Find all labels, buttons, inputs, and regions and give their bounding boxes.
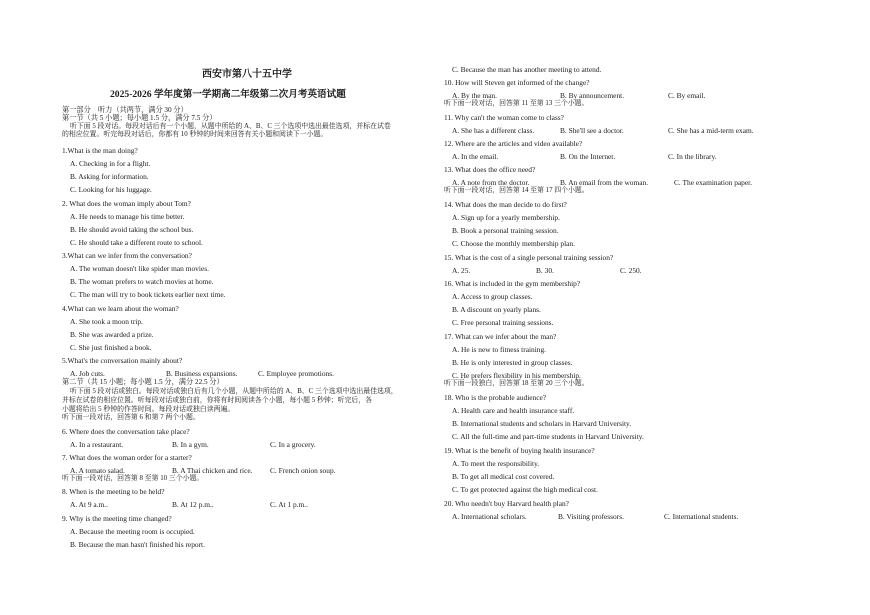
option-b: B. Asking for information. bbox=[70, 172, 149, 181]
option-a: A. He is new to fitness training. bbox=[452, 345, 547, 354]
option-c: C. Looking for his luggage. bbox=[70, 185, 152, 194]
option-c: C. In the library. bbox=[668, 152, 717, 161]
section2-instruction-3: 小题将给出 5 秒钟的作答时间。每段对话或独白读两遍。 bbox=[62, 406, 235, 413]
dialogue-cue: 听下面一段对话，回答第 8 至第 10 三个小题。 bbox=[62, 475, 204, 482]
section2-instruction-1: 听下面 5 段对话或独白。每段对话或独白后有几个小题，从题中所给的 A、B、C 三个选项中选出最佳选项， bbox=[70, 388, 398, 395]
question-stem: 10. How will Steven get informed of the change? bbox=[444, 78, 590, 87]
option-a: A. Sign up for a yearly membership. bbox=[452, 213, 560, 222]
section1-instruction-1: 听下面 5 段对话。每段对话后有一个小题，从题中所给的 A、B、C 三个选项中选出最佳选项，并标在试卷 bbox=[70, 123, 391, 130]
option-b: B. Business expansions. bbox=[166, 369, 238, 378]
option-c: C. The man will try to book tickets earlier next time. bbox=[70, 290, 226, 299]
question-stem: 11. Why can't the woman come to class? bbox=[444, 113, 564, 122]
question-stem: 4.What can we learn about the woman? bbox=[62, 304, 179, 313]
option-b: B. He should avoid taking the school bus. bbox=[70, 225, 194, 234]
option-a: A. Health care and health insurance staff. bbox=[452, 406, 575, 415]
question-stem: 13. What does the office need? bbox=[444, 165, 536, 174]
option-c: C. International students. bbox=[664, 512, 739, 521]
option-c: C. She just finished a book. bbox=[70, 343, 152, 352]
option-b: B. At 12 p.m.. bbox=[172, 500, 214, 509]
question-stem: 9. Why is the meeting time changed? bbox=[62, 514, 172, 523]
section2-heading: 第二节（共 15 小题；每小题 1.5 分，满分 22.5 分） bbox=[62, 378, 224, 386]
option-b: B. He is only interested in group classes. bbox=[452, 358, 573, 367]
option-b: B. 30. bbox=[536, 266, 554, 275]
option-c: C. French onion soup. bbox=[270, 466, 336, 475]
question-stem: 1.What is the man doing? bbox=[62, 146, 138, 155]
part1-heading: 第一部分 听力（共两节，满分 30 分） bbox=[62, 106, 188, 114]
question-stem: 8. When is the meeting to be held? bbox=[62, 487, 165, 496]
option-b: B. Because the man hasn't finished his report. bbox=[70, 540, 205, 549]
option-b: B. In a gym. bbox=[172, 440, 209, 449]
option-a: A. Checking in for a flight. bbox=[70, 159, 151, 168]
dialogue-cue: 听下面一段对话，回答第 6 和第 7 两个小题。 bbox=[62, 414, 200, 421]
option-a: A. At 9 a.m.. bbox=[70, 500, 108, 509]
section2-instruction-2: 并标在试卷的相应位置。听每段对话或独白前，你将有时间阅读各个小题，每小题 5 秒钟；听完后，各 bbox=[62, 397, 373, 404]
option-c: C. By email. bbox=[668, 91, 706, 100]
option-b: B. A Thai chicken and rice. bbox=[172, 466, 253, 475]
option-a: A. International scholars. bbox=[452, 512, 527, 521]
option-a: A. Because the meeting room is occupied. bbox=[70, 527, 195, 536]
option-b: B. By announcement. bbox=[560, 91, 625, 100]
dialogue-cue: 听下面一段对话，回答第 14 至第 17 四个小题。 bbox=[444, 187, 589, 194]
question-stem: 20. Who needn't buy Harvard health plan? bbox=[444, 499, 569, 508]
option-b: B. Visiting professors. bbox=[558, 512, 624, 521]
option-b: B. A discount on yearly plans. bbox=[452, 305, 541, 314]
option-c: C. To get protected against the high medical cost. bbox=[452, 485, 598, 494]
option-c: C. At 1 p.m.. bbox=[270, 500, 308, 509]
section1-heading: 第一节（共 5 小题；每小题 1.5 分，满分 7.5 分） bbox=[62, 114, 217, 122]
option-a: A. She has a different class. bbox=[452, 126, 535, 135]
option-c: C. He should take a different route to school. bbox=[70, 238, 203, 247]
school-name: 西安市第八十五中学 bbox=[202, 69, 292, 80]
option-c: C. Free personal training sessions. bbox=[452, 318, 554, 327]
question-stem: 19. What is the benefit of buying health insurance? bbox=[444, 446, 595, 455]
section1-instruction-2: 的相应位置。听完每段对话后，你都有 10 秒钟的时间来回答有关小题和阅读下一小题。 bbox=[62, 131, 328, 138]
option-b: B. To get all medical cost covered. bbox=[452, 472, 555, 481]
question-stem: 3.What can we infer from the conversation? bbox=[62, 251, 192, 260]
monologue-cue: 听下面一段独白，回答第 18 至第 20 三个小题。 bbox=[444, 380, 589, 387]
option-a: A. A note from the doctor. bbox=[452, 178, 530, 187]
option-c: C. In a grocery. bbox=[270, 440, 316, 449]
option-b: B. She was awarded a prize. bbox=[70, 330, 154, 339]
option-c: C. She has a mid-term exam. bbox=[668, 126, 754, 135]
question-stem: 18. Who is the probable audience? bbox=[444, 393, 547, 402]
option-c: C. Choose the monthly membership plan. bbox=[452, 239, 575, 248]
option-c: C. 250. bbox=[620, 266, 642, 275]
question-stem: 15. What is the cost of a single personal training session? bbox=[444, 253, 614, 262]
dialogue-cue: 听下面一段对话，回答第 11 至第 13 三个小题。 bbox=[444, 100, 589, 107]
question-stem: 6. Where does the conversation take place? bbox=[62, 427, 190, 436]
option-a: A. Job cuts. bbox=[70, 369, 105, 378]
option-a: A. Access to group classes. bbox=[452, 292, 533, 301]
option-c: C. He prefers flexibility in his membership. bbox=[452, 371, 581, 380]
option-b: B. An email from the woman. bbox=[560, 178, 649, 187]
option-a: A. To meet the responsibility. bbox=[452, 459, 540, 468]
option-b: B. On the Internet. bbox=[560, 152, 616, 161]
option-b: B. Book a personal training session. bbox=[452, 226, 559, 235]
option-b: B. She'll see a doctor. bbox=[560, 126, 624, 135]
option-a: A. He needs to manage his time better. bbox=[70, 212, 185, 221]
question-stem: 12. Where are the articles and video available? bbox=[444, 139, 583, 148]
question-stem: 7. What does the woman order for a starter? bbox=[62, 453, 192, 462]
option-c: C. All the full-time and part-time students in Harvard University. bbox=[452, 432, 644, 441]
question-stem: 16. What is included in the gym membership? bbox=[444, 279, 581, 288]
option-a: A. In the email. bbox=[452, 152, 499, 161]
option-a: A. In a restaurant. bbox=[70, 440, 124, 449]
option-a: A. A tomato salad. bbox=[70, 466, 125, 475]
question-stem: 14. What does the man decide to do first? bbox=[444, 200, 567, 209]
option-a: A. 25. bbox=[452, 266, 471, 275]
option-a: A. She took a moon trip. bbox=[70, 317, 143, 326]
option-c: C. The examination paper. bbox=[674, 178, 753, 187]
option-b: B. The woman prefers to watch movies at home. bbox=[70, 277, 214, 286]
question-stem: 17. What can we infer about the man? bbox=[444, 332, 557, 341]
option-a: A. The woman doesn't like spider man movies. bbox=[70, 264, 209, 273]
option-c: C. Because the man has another meeting to attend. bbox=[452, 65, 602, 74]
question-stem: 2. What does the woman imply about Tom? bbox=[62, 199, 191, 208]
option-a: A. By the man. bbox=[452, 91, 497, 100]
question-stem: 5.What's the conversation mainly about? bbox=[62, 356, 183, 365]
option-b: B. International students and scholars in Harvard University. bbox=[452, 419, 632, 428]
exam-title: 2025-2026 学年度第一学期高二年级第二次月考英语试题 bbox=[110, 89, 346, 100]
option-c: C. Employee promotions. bbox=[258, 369, 334, 378]
